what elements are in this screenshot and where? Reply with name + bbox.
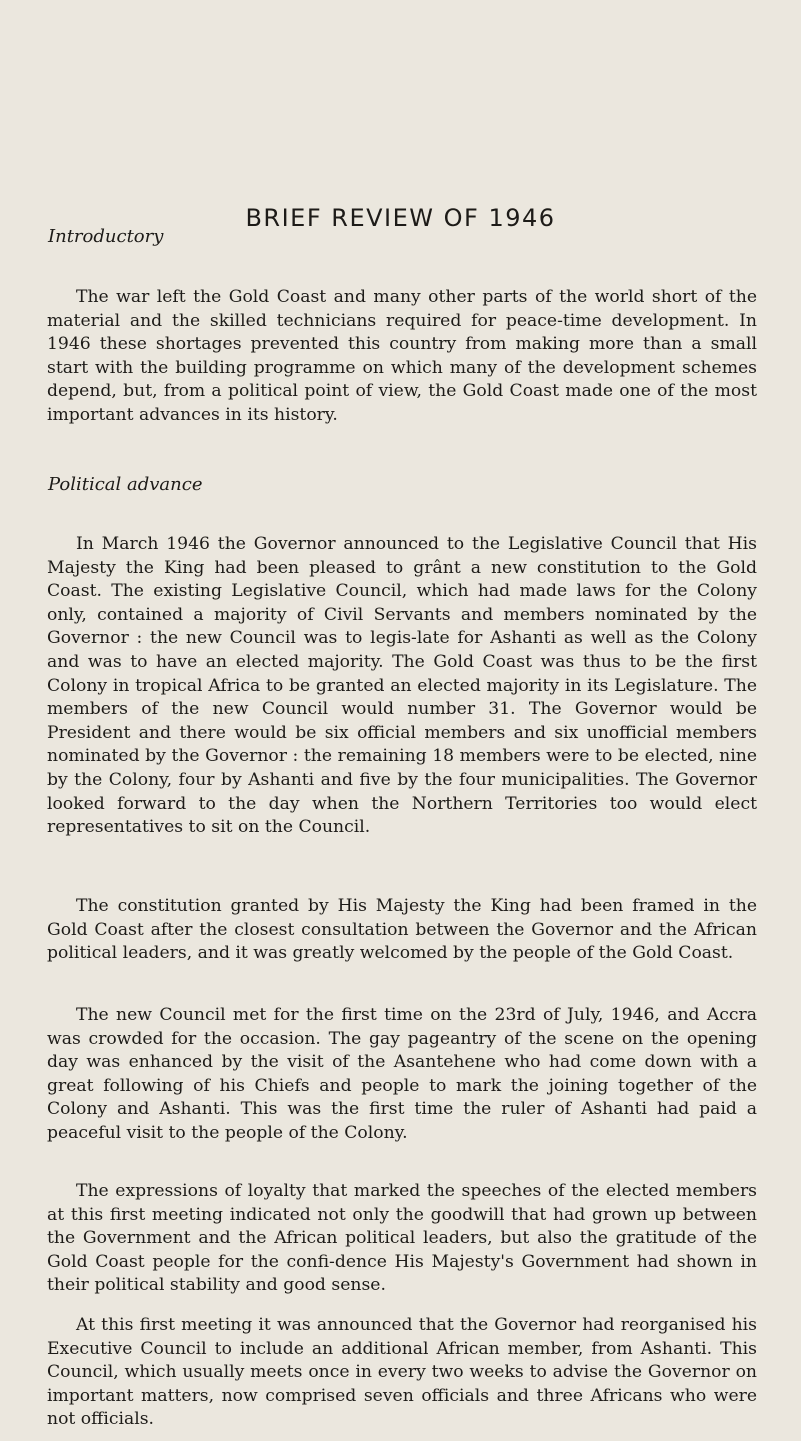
page-title: BRIEF REVIEW OF 1946 — [245, 204, 556, 233]
paragraph-council-met: The new Council met for the first time on the 23rd of July, 1946, and Accra was crowded for the occasion. The gay pageantry of the scene on the opening day was enhanced by the visit of the Asantehene who had come down with a great following of his Chiefs and people to mark the joining together of the Colony and Ashanti. This was the first time the ruler of Ashanti had paid a peaceful visit to the people of the Colony. — [47, 1005, 757, 1143]
paragraph-introductory: The war left the Gold Coast and many other parts of the world short of the material and the skilled technicians required for peace-time development. In 1946 these shortages prevented this country from making more than a small start with the building programme on which many of the development schemes depend, but, from a political point of view, the Gold Coast made one of the most important advances in its history. — [47, 287, 757, 425]
paragraph-constitution-framed: The constitution granted by His Majesty the King had been framed in the Gold Coast after the closest consultation between the Governor and the African political leaders, and it was greatly welcomed by the people of the Gold Coast. — [47, 896, 757, 964]
paragraph-executive-council: At this first meeting it was announced that the Governor had reorganised his Executive Council to include an additional African member, from Ashanti. This Council, which usually meets once in every two weeks to advise the Governor on important matters, now comprised seven officials and three Africans who were not officials. — [47, 1315, 757, 1430]
paragraph-expressions-loyalty: The expressions of loyalty that marked the speeches of the elected members at this first meeting indicated not only the goodwill that had grown up between the Government and the African political leaders, but also the gratitude of the Gold Coast people for the confi-dence His Majesty's Government had shown in their political stability and good sense. — [47, 1181, 757, 1296]
paragraph-constitution-announcement: In March 1946 the Governor announced to the Legislative Council that His Majesty the King had been pleased to grânt a new constitution to the Gold Coast. The existing Legislative Council, which had made laws for the Colony only, contained a majority of Civil Servants and members nominated by the Governor : the new Council was to legis-late for Ashanti as well as the Colony and was to have an elected majority. The Gold Coast was thus to be the first Colony in tropical Africa to be granted an elected majority in its Legislature. The members of the new Council would number 31. The Governor would be President and there would be six official members and six unofficial members nominated by the Governor : the remaining 18 members were to be elected, nine by the Colony, four by Ashanti and five by the four municipalities. The Governor looked forward to the day when the Northern Territories too would elect representatives to sit on the Council. — [47, 534, 757, 838]
section-heading-political-advance: Political advance — [48, 474, 203, 495]
section-heading-introductory: Introductory — [48, 226, 164, 247]
